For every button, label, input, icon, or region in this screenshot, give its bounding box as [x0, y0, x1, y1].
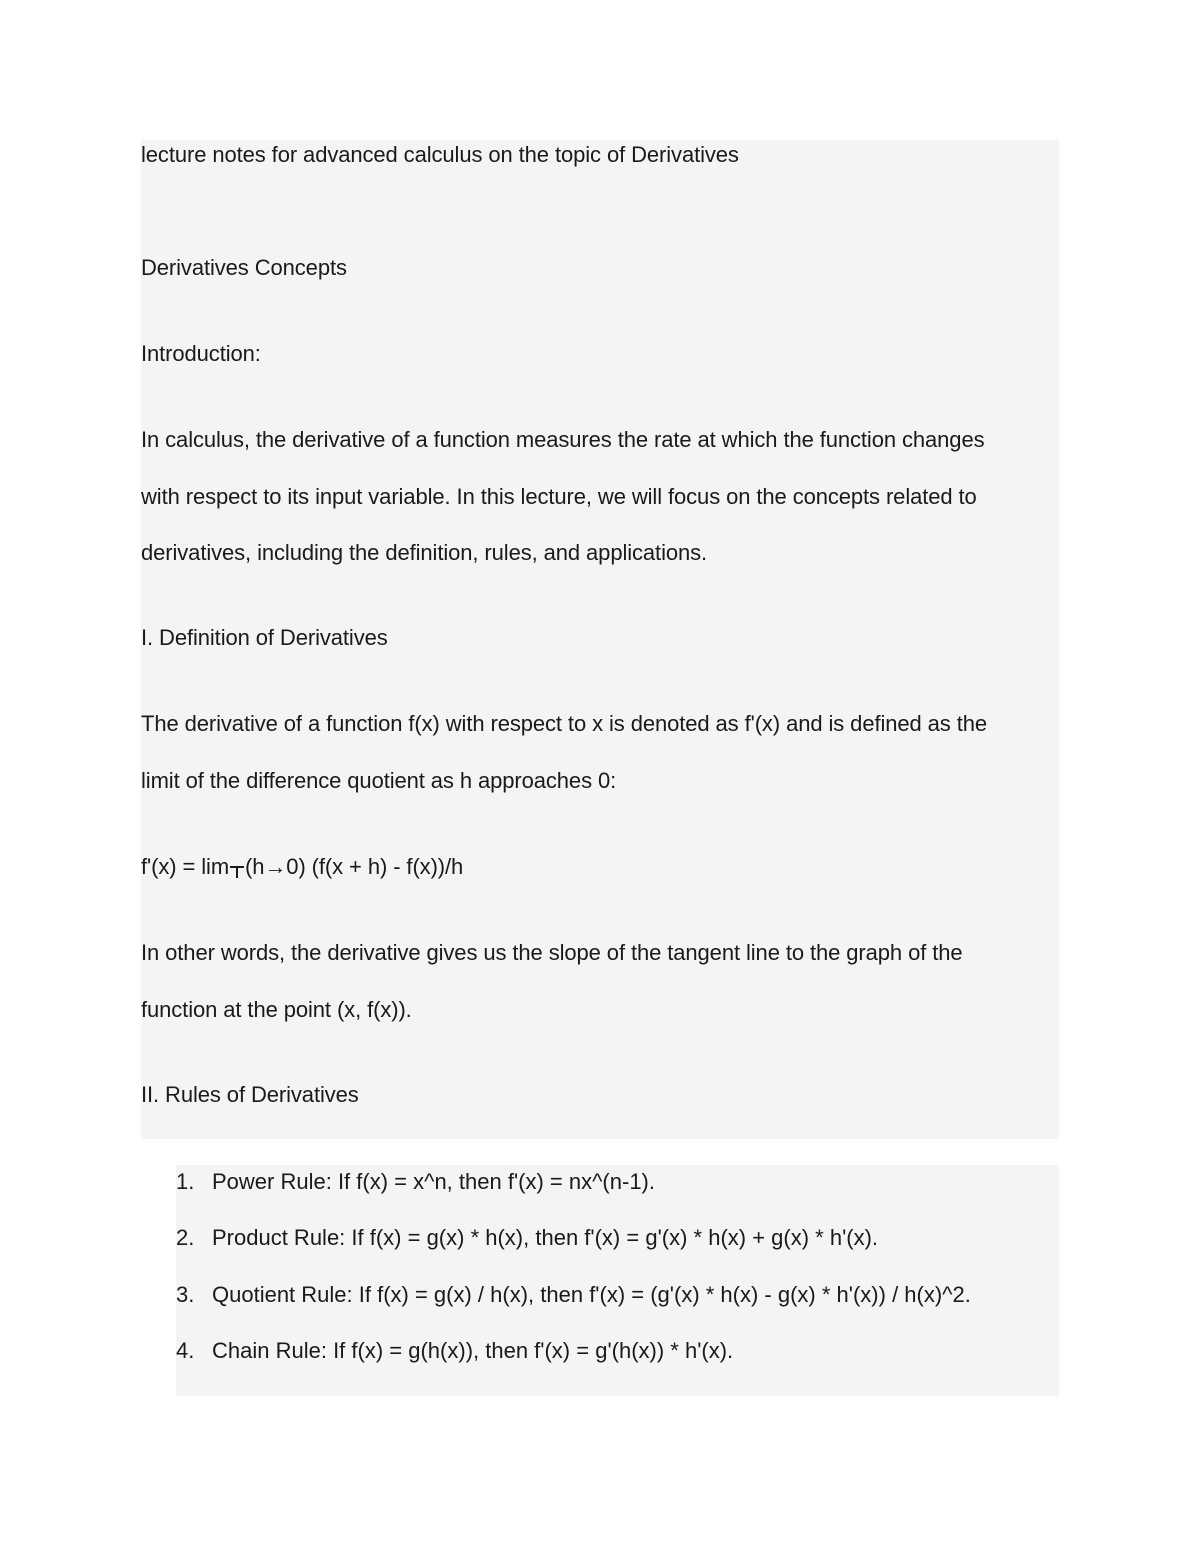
explanation-line-1: In other words, the derivative gives us the slope of the tangent line to the graph of the [141, 940, 963, 965]
section-1-heading: I. Definition of Derivatives [141, 625, 388, 650]
list-number: 3. [176, 1282, 195, 1307]
explanation-line-2: function at the point (x, f(x)). [141, 997, 412, 1022]
definition-line-2: limit of the difference quotient as h approaches 0: [141, 768, 617, 793]
title-line: lecture notes for advanced calculus on the topic of Derivatives [141, 142, 739, 167]
heading-derivatives-concepts: Derivatives Concepts [141, 255, 347, 280]
list-item [176, 1337, 733, 1365]
list-item [176, 1224, 878, 1252]
list-item [176, 1168, 655, 1196]
definition-line-1: The derivative of a function f(x) with respect to x is denoted as f'(x) and is defined as the [141, 711, 988, 736]
list-number: 1. [176, 1169, 195, 1194]
list-item [176, 1281, 971, 1309]
list-number: 2. [176, 1225, 195, 1250]
intro-paragraph-line-2: with respect to its input variable. In this lecture, we will focus on the concepts related to [141, 484, 977, 509]
intro-label: Introduction: [141, 341, 261, 366]
formula-right: (h→0) (f(x + h) - f(x))/h [245, 854, 464, 879]
rule-text: Quotient Rule: If f(x) = g(x) / h(x), then f'(x) = (g'(x) * h(x) - g(x) * h'(x)) / h(x)^2. [212, 1282, 971, 1307]
section-2-heading: II. Rules of Derivatives [141, 1082, 359, 1107]
derivative-formula [141, 853, 463, 881]
list-number: 4. [176, 1338, 195, 1363]
intro-paragraph-line-1: In calculus, the derivative of a function measures the rate at which the function changes [141, 427, 985, 452]
rule-text: Power Rule: If f(x) = x^n, then f'(x) = nx^(n-1). [212, 1169, 655, 1194]
formula-left: f'(x) = lim [141, 854, 230, 879]
limit-subscript-glyph [230, 860, 244, 880]
rule-text: Chain Rule: If f(x) = g(h(x)), then f'(x) = g'(h(x)) * h'(x). [212, 1338, 734, 1363]
intro-paragraph-line-3: derivatives, including the definition, rules, and applications. [141, 540, 708, 565]
rule-text: Product Rule: If f(x) = g(x) * h(x), then f'(x) = g'(x) * h(x) + g(x) * h'(x). [212, 1225, 879, 1250]
